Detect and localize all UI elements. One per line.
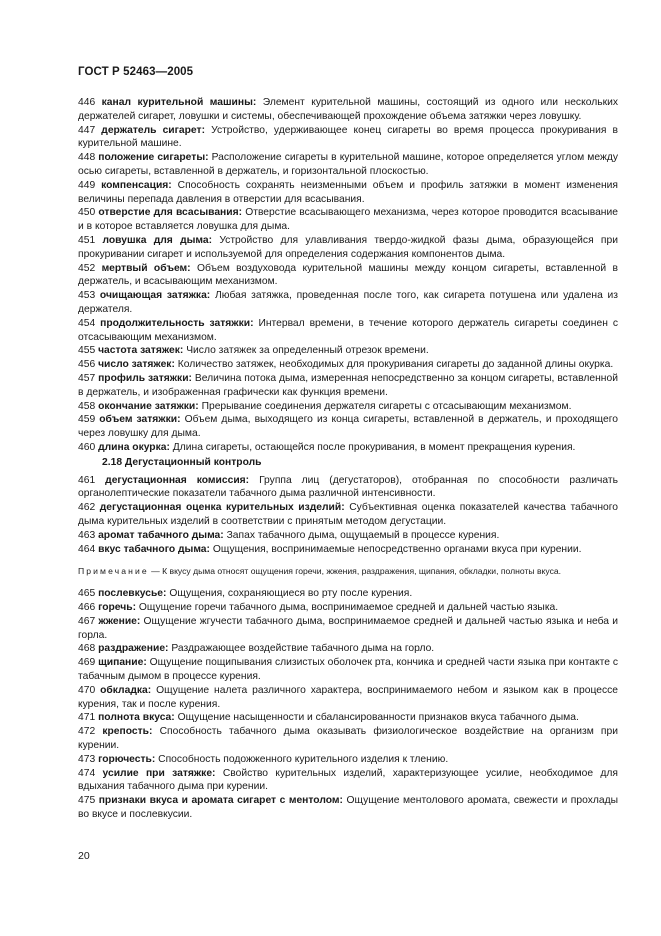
term-entry xyxy=(78,767,618,795)
term-definition: Ощущения, сохраняющиеся во рту после курения. xyxy=(169,588,413,600)
term-name: положение сигареты: xyxy=(98,152,209,164)
term-definition: Любая затяжка, проведенная после того, как сигарета потушена или удалена из держателя. xyxy=(78,290,618,315)
term-number: 461 xyxy=(78,474,96,486)
term-definition: Группа лиц (дегустаторов), отобранная по способности различать органолептические показатели табачного дыма различной интенсивности. xyxy=(78,474,618,500)
term-number: 474 xyxy=(78,767,96,779)
term-definition: Способность подожженного курительного изделия к тлению. xyxy=(158,753,449,765)
term-name: горючесть: xyxy=(98,753,156,765)
term-entry xyxy=(78,615,618,643)
term-number: 453 xyxy=(78,290,96,302)
term-definition: Свойство курительных изделий, характеризующее усилие, необходимое для вдыхания табачного дыма при курении. xyxy=(78,767,618,793)
term-definition: Субъективная оценка показателей качества табачного дыма курительных изделий в соответствии с принятым методом дегустации. xyxy=(78,502,618,527)
terms-group-taste-properties xyxy=(78,587,618,822)
term-number: 466 xyxy=(78,602,96,614)
term-definition: Ощущение горечи табачного дыма, воспринимаемое средней и дальней частью языка. xyxy=(138,602,559,614)
term-name: щипание: xyxy=(98,657,147,669)
term-name: жжение: xyxy=(98,615,141,627)
note-text: — К вкусу дыма относят ощущения горечи, жжения, раздражения, щипания, обкладки, полноты вкуса. xyxy=(151,566,562,577)
term-name: держатель сигарет: xyxy=(101,124,205,136)
term-number: 467 xyxy=(78,615,96,627)
term-entry xyxy=(78,344,618,358)
term-name: очищающая затяжка: xyxy=(99,290,211,302)
term-number: 475 xyxy=(78,795,96,807)
section-title: 2.18 Дегустационный контроль xyxy=(102,456,262,468)
term-number: 451 xyxy=(78,234,96,246)
term-name: продолжительность затяжки: xyxy=(100,317,254,329)
term-definition: Число затяжек за определенный отрезок времени. xyxy=(186,345,429,357)
term-definition: Количество затяжек, необходимых для прокуривания сигареты до заданной длины окурка. xyxy=(177,359,614,371)
term-number: 449 xyxy=(78,179,96,191)
term-name: аромат табачного дыма: xyxy=(98,529,224,541)
term-entry xyxy=(78,642,618,656)
term-entry xyxy=(78,587,618,601)
term-name: длина окурка: xyxy=(98,441,170,453)
term-entry xyxy=(78,684,618,712)
term-entry xyxy=(78,474,618,502)
term-entry xyxy=(78,441,618,455)
term-entry xyxy=(78,601,618,615)
term-number: 471 xyxy=(78,712,96,724)
term-number: 464 xyxy=(78,543,96,555)
term-number: 456 xyxy=(78,359,96,371)
term-entry xyxy=(78,234,618,262)
term-number: 472 xyxy=(78,726,96,738)
term-definition: Прерывание соединения держателя сигареты с отсасывающим механизмом. xyxy=(201,400,572,412)
term-definition: Объем дыма, выходящего из конца сигареты, вставленной в держатель, и проходящего через ловушку для дыма. xyxy=(78,414,618,440)
term-entry xyxy=(78,501,618,529)
terms-group-tasting xyxy=(78,474,618,557)
term-entry xyxy=(78,262,618,290)
term-name: полнота вкуса: xyxy=(98,712,175,724)
term-name: компенсация: xyxy=(101,179,172,191)
term-entry xyxy=(78,206,618,234)
term-name: мертвый объем: xyxy=(101,262,191,274)
term-definition: Ощущение ментолового аромата, свежести и прохлады во вкусе и послевкусии. xyxy=(78,795,618,821)
term-number: 462 xyxy=(78,502,96,514)
term-entry xyxy=(78,400,618,414)
term-entry xyxy=(78,725,618,753)
term-entry xyxy=(78,289,618,317)
term-definition: Ощущения, воспринимаемые непосредственно органами вкуса при курении. xyxy=(212,543,582,555)
term-name: дегустационная оценка курительных изделий: xyxy=(99,502,345,514)
term-definition: Объем воздуховода курительной машины между концом сигареты, вставленной в держатель, и всасывающим механизмом. xyxy=(78,262,618,288)
term-number: 452 xyxy=(78,262,96,274)
document-header: ГОСТ Р 52463—2005 xyxy=(78,66,194,78)
term-entry xyxy=(78,358,618,372)
term-entry xyxy=(78,317,618,345)
term-number: 463 xyxy=(78,529,96,541)
term-definition: Способность табачного дыма оказывать физиологическое воздействие на организм при курении. xyxy=(78,726,618,752)
term-definition: Элемент курительной машины, состоящий из одного или нескольких держателей сигарет, ловушки и системы, обеспечивающей прохождение объема затяжки через ловушку. xyxy=(78,97,618,122)
term-number: 460 xyxy=(78,441,96,453)
term-definition: Ощущение жгучести табачного дыма, воспринимаемое средней и дальней частью языка и неба и горла. xyxy=(78,615,618,641)
term-name: горечь: xyxy=(98,602,137,614)
term-entry xyxy=(78,179,618,207)
term-number: 447 xyxy=(78,124,96,136)
term-number: 470 xyxy=(78,684,96,696)
note xyxy=(78,565,618,577)
term-name: частота затяжек: xyxy=(98,345,184,357)
term-name: окончание затяжки: xyxy=(98,400,199,412)
term-name: ловушка для дыма: xyxy=(102,234,213,246)
term-definition: Ощущение пощипывания слизистых оболочек рта, кончика и средней части языка при контакте с табачным дымом в процессе курения. xyxy=(78,657,618,683)
term-definition: Устройство для улавливания твердо-жидкой фазы дыма, образующейся при прокуривании сигарет и используемой для определения содержания компонентов дыма. xyxy=(78,234,618,260)
term-definition: Величина потока дыма, измеренная непосредственно за концом сигареты, вставленной в держатель, и изображенная графически как функция времени. xyxy=(78,372,618,398)
term-entry xyxy=(78,151,618,179)
term-number: 448 xyxy=(78,152,96,164)
term-definition: Ощущение насыщенности и сбалансированности признаков вкуса табачного дыма. xyxy=(177,712,579,724)
term-entry xyxy=(78,794,618,822)
term-number: 455 xyxy=(78,345,96,357)
term-name: объем затяжки: xyxy=(99,414,181,426)
terms-group-smoking-machine xyxy=(78,96,618,455)
term-name: дегустационная комиссия: xyxy=(105,474,250,486)
term-definition: Отверстие всасывающего механизма, через которое проводится всасывание и в которое вставляется ловушка для дыма. xyxy=(78,207,618,233)
term-name: послевкусье: xyxy=(98,588,167,600)
term-number: 469 xyxy=(78,657,96,669)
term-name: отверстие для всасывания: xyxy=(98,207,243,219)
term-definition: Способность сохранять неизменными объем и профиль затяжки в момент изменения величины перепада давления в отверстии для всасывания. xyxy=(78,179,618,205)
note-label: Примечание xyxy=(78,566,149,577)
term-entry xyxy=(78,656,618,684)
term-entry xyxy=(78,529,618,543)
term-entry xyxy=(78,711,618,725)
term-name: усилие при затяжке: xyxy=(102,767,216,779)
term-name: профиль затяжки: xyxy=(98,372,192,384)
term-entry xyxy=(78,413,618,441)
term-name: крепость: xyxy=(102,726,153,738)
term-name: обкладка: xyxy=(100,684,152,696)
term-number: 473 xyxy=(78,753,96,765)
term-definition: Ощущение налета различного характера, воспринимаемого небом и языком как в процессе курения, так и после курения. xyxy=(78,684,618,710)
term-definition: Интервал времени, в течение которого держатель сигареты соединен с отсасывающим механизмом. xyxy=(78,317,618,343)
term-name: вкус табачного дыма: xyxy=(98,543,210,555)
term-definition: Длина сигареты, остающейся после прокуривания, в момент прекращения курения. xyxy=(172,441,576,453)
term-number: 446 xyxy=(78,97,96,108)
term-number: 459 xyxy=(78,414,96,426)
term-number: 458 xyxy=(78,400,96,412)
document-content xyxy=(78,96,618,822)
term-entry xyxy=(78,96,618,124)
term-number: 465 xyxy=(78,588,96,600)
term-number: 450 xyxy=(78,207,96,219)
page-number: 20 xyxy=(78,850,90,862)
term-name: раздражение: xyxy=(98,643,169,655)
term-definition: Раздражающее воздействие табачного дыма на горло. xyxy=(171,643,435,655)
term-entry xyxy=(78,543,618,557)
term-number: 468 xyxy=(78,643,96,655)
term-name: канал курительной машины: xyxy=(101,97,257,108)
term-name: признаки вкуса и аромата сигарет с ментолом: xyxy=(98,795,343,807)
term-definition: Запах табачного дыма, ощущаемый в процессе курения. xyxy=(226,529,500,541)
term-number: 457 xyxy=(78,372,96,384)
term-definition: Расположение сигареты в курительной машине, которое определяется углом между осью сигареты, вставленной в держатель, и горизонтальной плоскостью. xyxy=(78,152,618,177)
term-name: число затяжек: xyxy=(98,359,175,371)
term-entry xyxy=(78,753,618,767)
term-entry xyxy=(78,372,618,400)
term-entry xyxy=(78,124,618,152)
term-definition: Устройство, удерживающее конец сигареты во время процесса прокуривания в курительной машине. xyxy=(78,124,618,150)
term-number: 454 xyxy=(78,317,96,329)
